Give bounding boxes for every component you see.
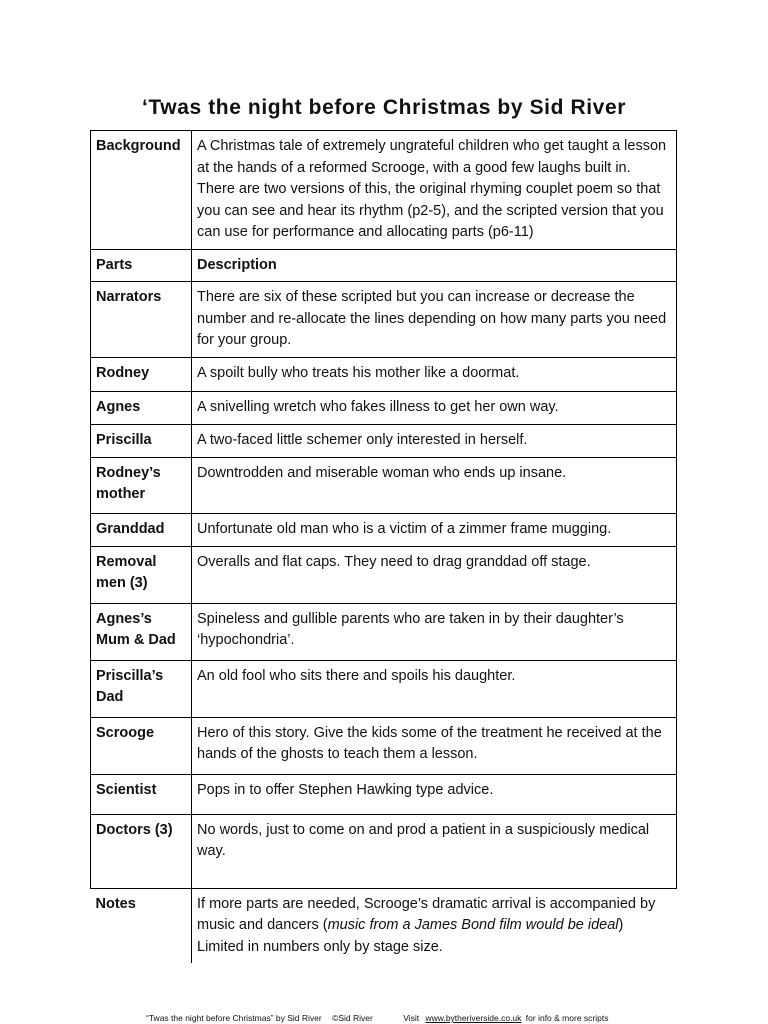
footer-website-link[interactable]: www.bytheriverside.co.uk (425, 1013, 522, 1023)
table-row (91, 282, 677, 358)
role-description: There are six of these scripted but you can increase or decrease the number and re-allocate the lines depending on how many parts you need for your group. (192, 282, 677, 358)
role-name: Granddad (91, 513, 192, 546)
role-name: Doctors (3) (91, 814, 192, 888)
table-row (91, 391, 677, 424)
table-row (91, 546, 677, 603)
role-description: Hero of this story. Give the kids some of the treatment he received at the hands of the ghosts to teach them a lesson. (192, 717, 677, 774)
table-row (91, 717, 677, 774)
header-description: Description (192, 249, 677, 282)
role-name: Priscilla’s Dad (91, 660, 192, 717)
notes-label: Notes (91, 888, 192, 963)
role-description: Overalls and flat caps. They need to drag granddad off stage. (192, 546, 677, 603)
role-description: No words, just to come on and prod a patient in a suspiciously medical way. (192, 814, 677, 888)
role-name: Removal men (3) (91, 546, 192, 603)
notes-text-after: ) Limited in numbers only by stage size. (197, 917, 624, 955)
background-row (91, 131, 677, 250)
page-title: ‘Twas the night before Christmas by Sid River (141, 96, 627, 119)
role-name: Agnes (91, 391, 192, 424)
notes-text-before: If more parts are needed, Scrooge’s dramatic arrival is accompanied by music and dancers ( (197, 895, 656, 933)
role-description: Pops in to offer Stephen Hawking type advice. (192, 774, 677, 814)
role-description: Spineless and gullible parents who are taken in by their daughter’s ‘hypochondria’. (192, 603, 677, 660)
role-description: A spoilt bully who treats his mother like a doormat. (192, 357, 677, 391)
background-label: Background (91, 131, 192, 250)
table-row (91, 603, 677, 660)
footer-after-link: for info & more scripts (525, 1013, 609, 1023)
role-description: A snivelling wretch who fakes illness to get her own way. (192, 391, 677, 424)
role-description: An old fool who sits there and spoils his daughter. (192, 660, 677, 717)
role-name: Rodney (91, 357, 192, 391)
notes-text-italic: music from a James Bond film would be ideal (327, 917, 619, 933)
notes-text (192, 888, 677, 963)
header-parts: Parts (91, 249, 192, 282)
role-name: Rodney’s mother (91, 457, 192, 513)
parts-table (90, 130, 677, 963)
table-row (91, 814, 677, 888)
table-row (91, 357, 677, 391)
footer-copyright: ©Sid River (332, 1013, 373, 1023)
table-header-row (91, 249, 677, 282)
role-name: Agnes’s Mum & Dad (91, 603, 192, 660)
role-name: Scrooge (91, 717, 192, 774)
footer-visit: Visit (403, 1013, 420, 1023)
table-row (91, 513, 677, 546)
role-name: Priscilla (91, 424, 192, 457)
table-row (91, 660, 677, 717)
role-name: Narrators (91, 282, 192, 358)
page-footer (146, 1013, 616, 1023)
role-description: Downtrodden and miserable woman who ends up insane. (192, 457, 677, 513)
table-row (91, 424, 677, 457)
table-row (91, 457, 677, 513)
role-description: A two-faced little schemer only interested in herself. (192, 424, 677, 457)
role-description: Unfortunate old man who is a victim of a zimmer frame mugging. (192, 513, 677, 546)
role-name: Scientist (91, 774, 192, 814)
table-row (91, 774, 677, 814)
background-text: A Christmas tale of extremely ungrateful children who get taught a lesson at the hands of a reformed Scrooge, with a good few laughs built in. There are two versions of this, the original rhyming couplet poem so that you can see and hear its rhythm (p2-5), and the scripted version that you can use for performance and allocating parts (p6-11) (192, 131, 677, 250)
notes-row (91, 888, 677, 963)
footer-credit: “Twas the night before Christmas” by Sid River (146, 1013, 322, 1023)
